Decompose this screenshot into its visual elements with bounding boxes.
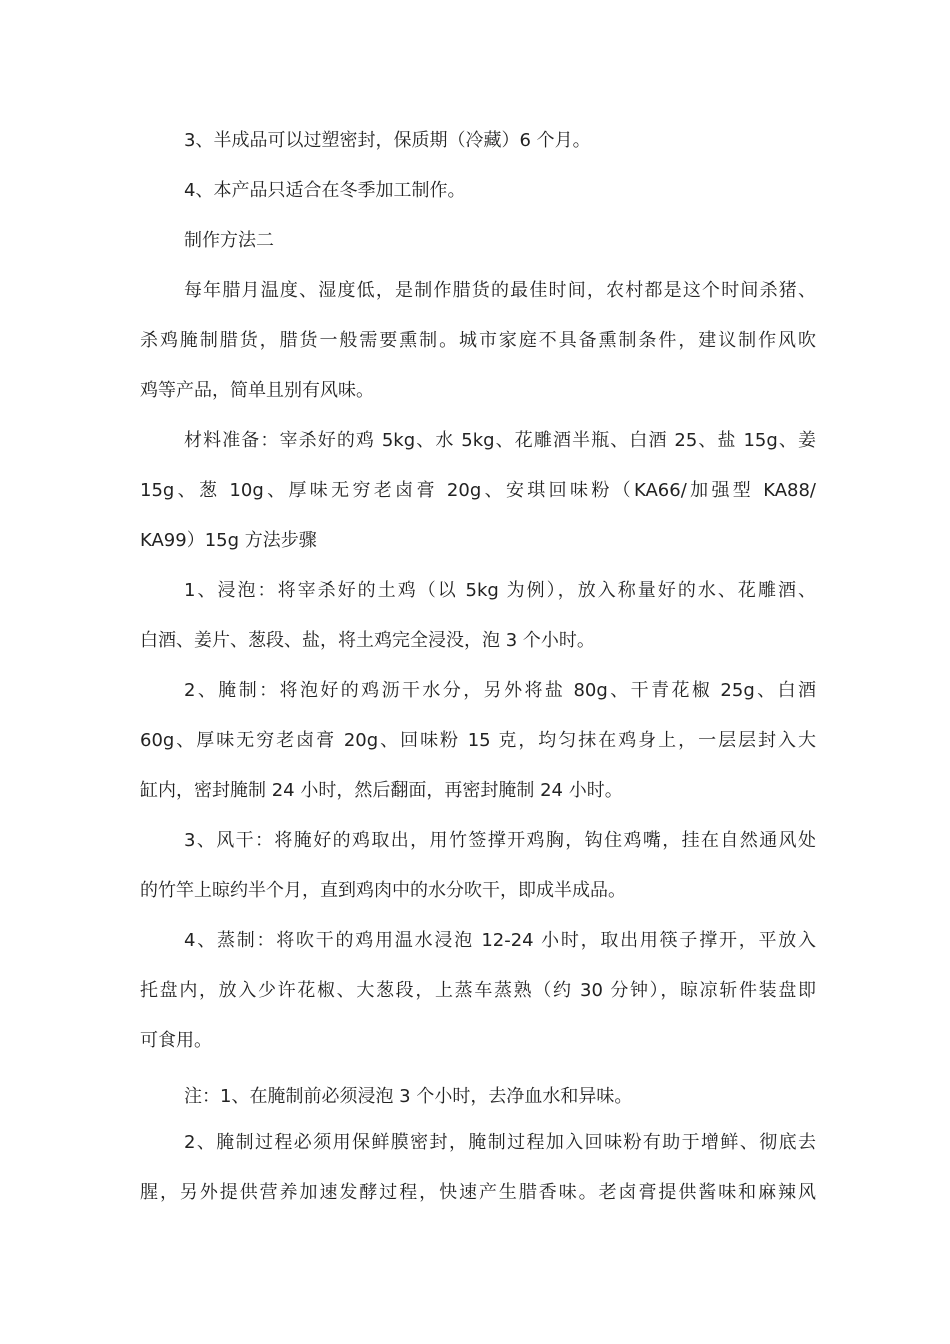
- paragraph-step-cure: [140, 666, 816, 816]
- text-line: 托盘内，放入少许花椒、大葱段，上蒸车蒸熟（约 30 分钟），晾凉斩件装盘即: [140, 980, 816, 1001]
- paragraph-note-2: [140, 1118, 816, 1218]
- text-line: 3、风干：将腌好的鸡取出，用竹签撑开鸡胸，钩住鸡嘴，挂在自然通风处: [184, 830, 816, 851]
- paragraph-step-dry: [140, 816, 816, 916]
- paragraph-step-steam: [140, 916, 816, 1066]
- text-line: 可食用。: [140, 1030, 212, 1051]
- text-line: 每年腊月温度、湿度低，是制作腊货的最佳时间，农村都是这个时间杀猪、: [184, 280, 816, 301]
- text-line: 3、半成品可以过塑密封，保质期（冷藏）6 个月。: [184, 130, 591, 151]
- text-line: 腥，另外提供营养加速发酵过程，快速产生腊香味。老卤膏提供酱味和麻辣风: [140, 1182, 816, 1203]
- text-line: 材料准备：宰杀好的鸡 5kg、水 5kg、花雕酒半瓶、白酒 25、盐 15g、姜: [184, 430, 816, 451]
- text-line: KA99）15g 方法步骤: [140, 530, 317, 551]
- text-line: 1、浸泡：将宰杀好的土鸡（以 5kg 为例），放入称量好的水、花雕酒、: [184, 580, 816, 601]
- text-line: 4、本产品只适合在冬季加工制作。: [184, 180, 466, 201]
- paragraph-season-note: [140, 166, 816, 216]
- paragraph-step-soak: [140, 566, 816, 666]
- text-line: 2、腌制：将泡好的鸡沥干水分，另外将盐 80g、干青花椒 25g、白酒: [184, 680, 816, 701]
- paragraph-ingredients: [140, 416, 816, 566]
- text-line: 鸡等产品，简单且别有风味。: [140, 380, 374, 401]
- text-line: 2、腌制过程必须用保鲜膜密封，腌制过程加入回味粉有助于增鲜、彻底去: [184, 1132, 816, 1153]
- text-line: 制作方法二: [184, 230, 274, 251]
- paragraph-storage-note: [140, 116, 816, 166]
- text-line: 4、蒸制：将吹干的鸡用温水浸泡 12-24 小时，取出用筷子撑开，平放入: [184, 930, 816, 951]
- text-line: 白酒、姜片、葱段、盐，将土鸡完全浸没，泡 3 个小时。: [140, 630, 595, 651]
- section-heading: [140, 216, 816, 266]
- text-line: 杀鸡腌制腊货，腊货一般需要熏制。城市家庭不具备熏制条件，建议制作风吹: [140, 330, 816, 351]
- text-line: 的竹竿上晾约半个月，直到鸡肉中的水分吹干，即成半成品。: [140, 880, 626, 901]
- paragraph-note-1: [140, 1072, 816, 1122]
- text-line: 60g、厚味无穷老卤膏 20g、回味粉 15 克，均匀抹在鸡身上，一层层封入大: [140, 730, 816, 751]
- text-line: 缸内，密封腌制 24 小时，然后翻面，再密封腌制 24 小时。: [140, 780, 623, 801]
- paragraph-intro: [140, 266, 816, 416]
- text-line: 注：1、在腌制前必须浸泡 3 个小时，去净血水和异味。: [184, 1086, 633, 1107]
- text-line: 15g、葱 10g、厚味无穷老卤膏 20g、安琪回味粉（KA66/加强型 KA88/: [140, 480, 816, 501]
